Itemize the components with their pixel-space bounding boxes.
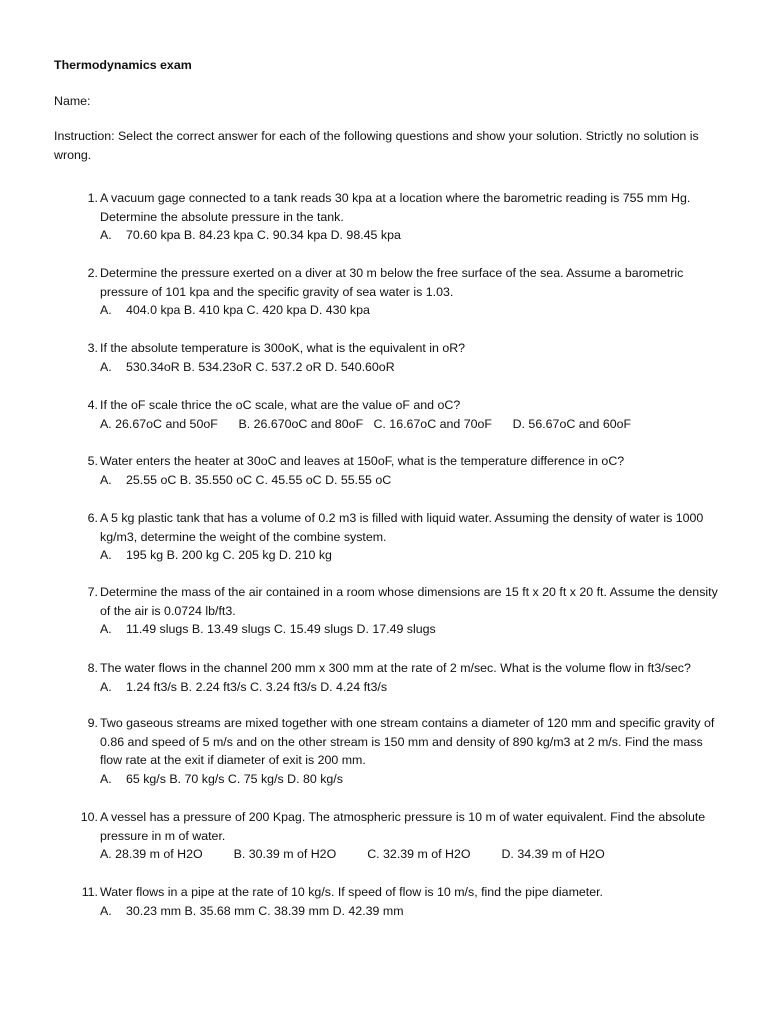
question-11 (54, 883, 724, 920)
choice-letter: A. (100, 359, 112, 374)
question-7 (54, 583, 724, 639)
question-text: If the oF scale thrice the oC scale, what are the value oF and oC? (100, 398, 461, 412)
answer-choices (100, 415, 724, 434)
question-number: 4. (87, 398, 98, 412)
question-number: 8. (87, 661, 98, 675)
choice-letter: A. (100, 303, 112, 317)
choice-letter: A. (100, 679, 112, 694)
question-2 (54, 264, 724, 320)
answer-choices (100, 358, 724, 377)
choice-options: 25.55 oC B. 35.550 oC C. 45.55 oC D. 55.55 oC (126, 472, 392, 487)
question-text: If the absolute temperature is 300oK, what is the equivalent in oR? (100, 341, 466, 355)
question-number: 2. (87, 266, 98, 280)
answer-choices (100, 770, 724, 789)
answer-choices (100, 845, 724, 864)
choice-letter: A. (100, 622, 112, 636)
question-text: Two gaseous streams are mixed together with one stream contains a diameter of 120 mm and specific gravity of 0.86 and speed of 5 m/s and on the other stream is 150 mm and density of 890 kg/m3 at 2 m/s. Find the mass flow rate at the exit if diameter of exit is 200 mm. (100, 716, 715, 767)
question-number: 5. (87, 454, 98, 468)
choice-options: 1.24 ft3/s B. 2.24 ft3/s C. 3.24 ft3/s D. 4.24 ft3/s (126, 679, 388, 694)
question-text: A vacuum gage connected to a tank reads 30 kpa at a location where the barometric reading is 755 mm Hg. Determine the absolute pressure in the tank. (100, 191, 691, 224)
question-text: Water enters the heater at 30oC and leaves at 150oF, what is the temperature difference in oC? (100, 454, 625, 468)
question-9 (54, 714, 724, 788)
question-8 (54, 659, 724, 696)
question-text: Determine the mass of the air contained in a room whose dimensions are 15 ft x 20 ft x 20 ft. Assume the density of the air is 0.0724 lb/ft3. (100, 585, 718, 618)
question-number: 7. (87, 585, 98, 599)
choice-letter: A. (100, 548, 112, 562)
answer-choices (100, 620, 724, 639)
question-text: The water flows in the channel 200 mm x 300 mm at the rate of 2 m/sec. What is the volume flow in ft3/sec? (100, 661, 691, 675)
question-number: 1. (87, 191, 98, 205)
question-6 (54, 509, 724, 565)
name-label: Name: (54, 94, 91, 108)
question-10 (54, 808, 724, 864)
instruction-text: Instruction: Select the correct answer for each of the following questions and show your solution. Strictly no solution is wrong. (54, 129, 699, 162)
question-text: Water flows in a pipe at the rate of 10 kg/s. If speed of flow is 10 m/s, find the pipe diameter. (100, 885, 603, 899)
question-text: A 5 kg plastic tank that has a volume of 0.2 m3 is filled with liquid water. Assuming the density of water is 1000 kg/m3, determine the weight of the combine system. (100, 511, 704, 544)
choice-options: 11.49 slugs B. 13.49 slugs C. 15.49 slugs D. 17.49 slugs (126, 622, 436, 636)
question-text: Determine the pressure exerted on a diver at 30 m below the free surface of the sea. Assume a barometric pressure of 101 kpa and the specific gravity of sea water is 1.03. (100, 266, 684, 299)
question-number: 3. (87, 341, 98, 355)
choice-options: A. 26.67oC and 50oF B. 26.670oC and 80oF C. 16.67oC and 70oF D. 56.67oC and 60oF (100, 416, 632, 431)
answer-choices (100, 678, 724, 697)
question-number: 9. (87, 716, 98, 730)
exam-title: Thermodynamics exam (54, 58, 192, 72)
question-3 (54, 339, 724, 376)
question-number: 6. (87, 511, 98, 525)
answer-choices (100, 471, 724, 490)
question-4 (54, 396, 724, 433)
choice-letter: A. (100, 903, 112, 918)
choice-letter: A. (100, 228, 112, 242)
question-5 (54, 452, 724, 489)
choice-options: A. 28.39 m of H2O B. 30.39 m of H2O C. 32.39 m of H2O D. 34.39 m of H2O (100, 847, 605, 861)
choice-options: 30.23 mm B. 35.68 mm C. 38.39 mm D. 42.39 mm (126, 903, 404, 918)
choice-options: 65 kg/s B. 70 kg/s C. 75 kg/s D. 80 kg/s (126, 771, 343, 786)
answer-choices (100, 546, 724, 565)
answer-choices (100, 226, 724, 245)
choice-options: 195 kg B. 200 kg C. 205 kg D. 210 kg (126, 548, 332, 562)
choice-options: 404.0 kpa B. 410 kpa C. 420 kpa D. 430 kpa (126, 303, 370, 317)
answer-choices (100, 301, 724, 320)
choice-letter: A. (100, 771, 112, 786)
choice-options: 70.60 kpa B. 84.23 kpa C. 90.34 kpa D. 98.45 kpa (126, 228, 401, 242)
answer-choices (100, 902, 724, 921)
question-number: 10. (80, 810, 98, 824)
choice-letter: A. (100, 472, 112, 487)
question-1 (54, 189, 724, 245)
question-number: 11. (81, 885, 98, 899)
choice-options: 530.34oR B. 534.23oR C. 537.2 oR D. 540.60oR (126, 359, 395, 374)
question-text: A vessel has a pressure of 200 Kpag. The atmospheric pressure is 10 m of water equivalent. Find the absolute pressure in m of water. (100, 810, 706, 843)
